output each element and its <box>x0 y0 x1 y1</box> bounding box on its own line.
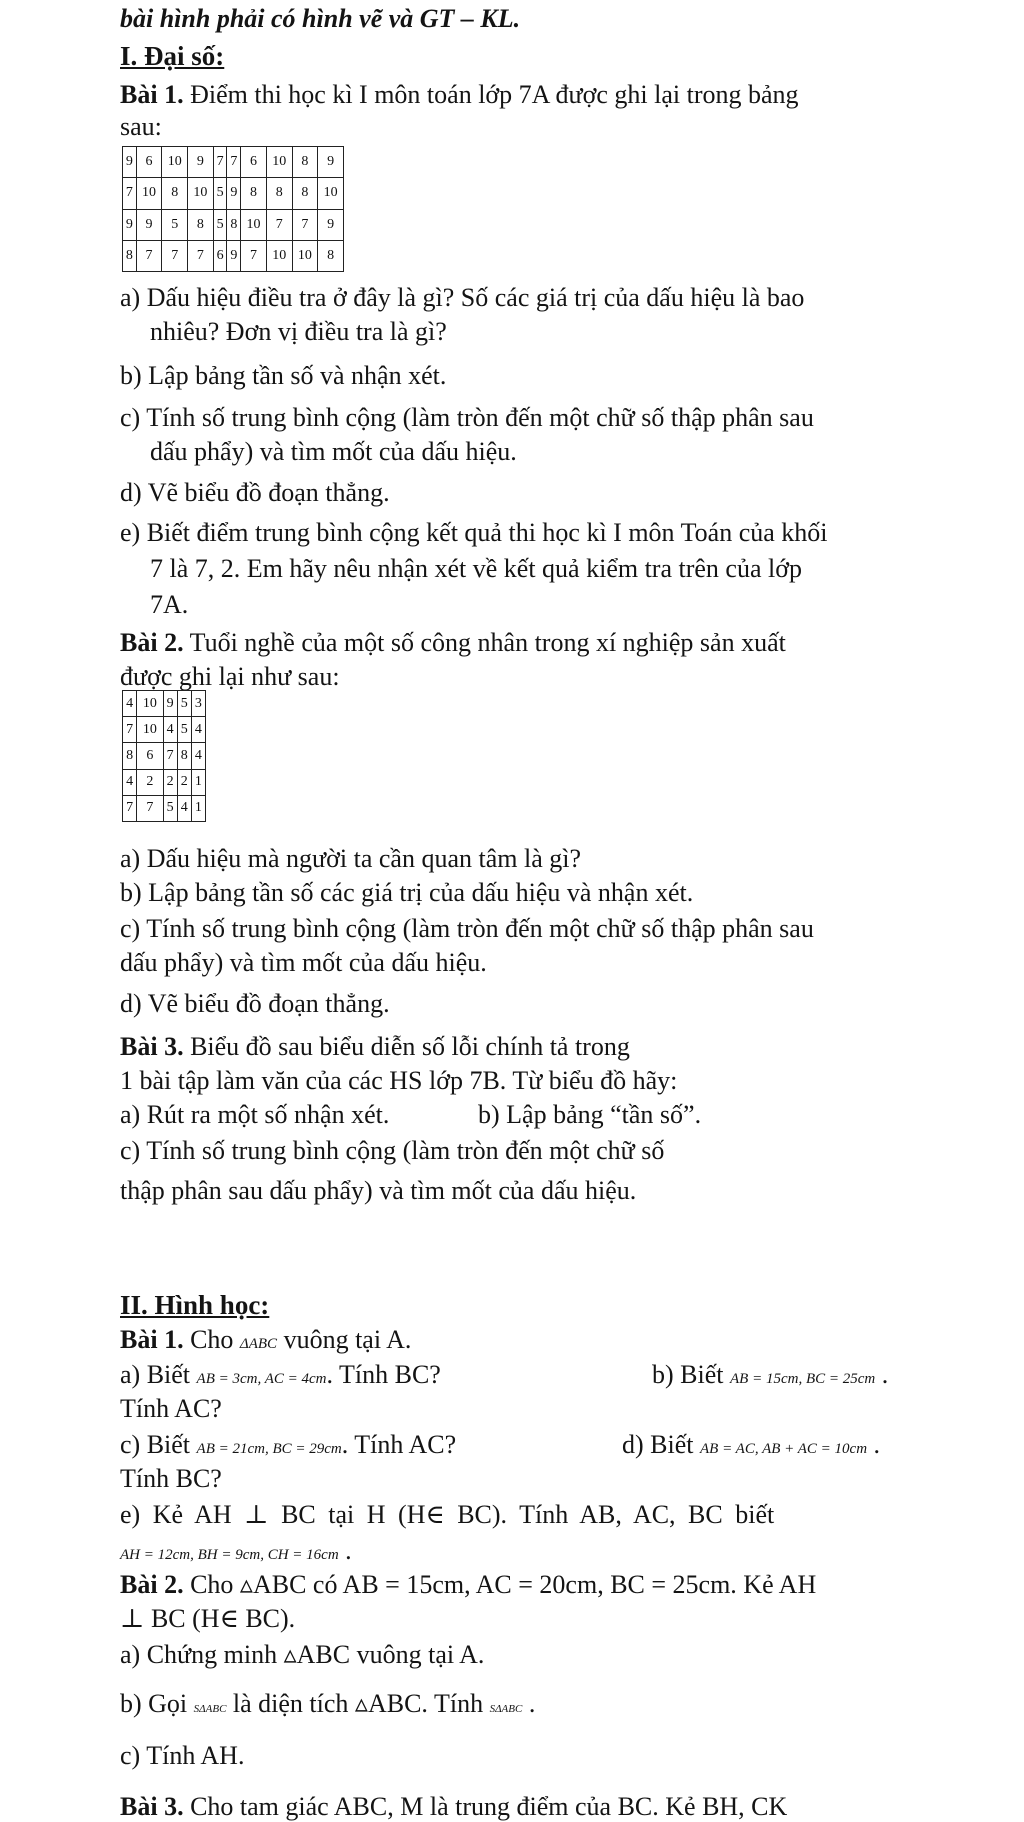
table-cell: 2 <box>137 769 163 795</box>
table-cell: 6 <box>137 743 163 769</box>
table-cell: 1 <box>191 795 205 821</box>
table-cell: 4 <box>123 769 137 795</box>
table-cell: 10 <box>162 147 188 178</box>
table-cell: 7 <box>241 240 267 271</box>
table-cell: 4 <box>163 717 177 743</box>
algebra-bai1-intro: Bài 1. Điểm thi học kì I môn toán lớp 7A được ghi lại trong bảng <box>120 80 799 109</box>
table-cell: 9 <box>163 691 177 717</box>
table-cell: 9 <box>227 178 241 209</box>
table-row <box>123 743 206 769</box>
geometry-bai1-question-e: e) Kẻ AH ⊥ BC tại H (H∈ BC). Tính AB, AC, BC biết <box>120 1500 775 1529</box>
table-cell: 8 <box>177 743 191 769</box>
table-cell: 7 <box>292 209 318 240</box>
algebra-bai2-question-c: c) Tính số trung bình cộng (làm tròn đến một chữ số thập phân sau <box>120 914 814 943</box>
table-cell: 8 <box>123 240 137 271</box>
geometry-bai1-question-d-cont: Tính BC? <box>120 1464 222 1493</box>
table-cell: 9 <box>136 209 162 240</box>
algebra-bai3-question-a: a) Rút ra một số nhận xét. <box>120 1100 390 1129</box>
table-cell: 7 <box>227 147 241 178</box>
table-row <box>123 795 206 821</box>
algebra-bai1-intro-cont: sau: <box>120 112 162 141</box>
table-cell: 10 <box>137 691 163 717</box>
table-row <box>123 178 344 209</box>
algebra-bai1-question-b: b) Lập bảng tần số và nhận xét. <box>120 361 447 390</box>
algebra-bai3-question-c-cont: thập phân sau dấu phẩy) và tìm mốt của dấu hiệu. <box>120 1176 637 1205</box>
table-row <box>123 209 344 240</box>
table-cell: 7 <box>123 717 137 743</box>
table-cell: 8 <box>241 178 267 209</box>
table-cell: 7 <box>137 795 163 821</box>
table-cell: 8 <box>227 209 241 240</box>
table-cell: 8 <box>162 178 188 209</box>
table-cell: 7 <box>163 743 177 769</box>
geometry-bai3-intro: Bài 3. Cho tam giác ABC, M là trung điểm của BC. Kẻ BH, CK <box>120 1792 788 1821</box>
header-line: bài hình phải có hình vẽ và GT – KL. <box>120 4 521 33</box>
algebra-bai3-intro: Bài 3. Biểu đồ sau biểu diễn số lỗi chính tả trong <box>120 1032 630 1061</box>
table-cell: 5 <box>177 691 191 717</box>
table-row <box>123 769 206 795</box>
table-cell: 1 <box>191 769 205 795</box>
geometry-bai1-question-c: c) Biết AB = 21cm, BC = 29cm. Tính AC? <box>120 1430 457 1459</box>
table-cell: 5 <box>163 795 177 821</box>
geometry-bai2-intro: Bài 2. Cho ▵ABC có AB = 15cm, AC = 20cm, BC = 25cm. Kẻ AH <box>120 1570 817 1599</box>
geometry-bai2-question-c: c) Tính AH. <box>120 1741 245 1770</box>
table-cell: 9 <box>318 209 344 240</box>
table-cell: 4 <box>191 717 205 743</box>
table-cell: 9 <box>318 147 344 178</box>
table-cell: 9 <box>123 147 137 178</box>
table-row <box>123 240 344 271</box>
table-cell: 8 <box>266 178 292 209</box>
table-row <box>123 691 206 717</box>
table-cell: 7 <box>162 240 188 271</box>
table-cell: 8 <box>123 743 137 769</box>
table-cell: 8 <box>188 209 214 240</box>
table-cell: 9 <box>123 209 137 240</box>
table-cell: 10 <box>318 178 344 209</box>
table-cell: 7 <box>123 178 137 209</box>
algebra-bai3-question-c: c) Tính số trung bình cộng (làm tròn đến một chữ số <box>120 1136 665 1165</box>
table-cell: 10 <box>292 240 318 271</box>
scores-table <box>122 146 344 272</box>
table-cell: 7 <box>266 209 292 240</box>
table-cell: 8 <box>318 240 344 271</box>
geometry-bai1-question-d: d) Biết AB = AC, AB + AC = 10cm . <box>622 1430 881 1459</box>
algebra-bai2-question-a: a) Dấu hiệu mà người ta cần quan tâm là gì? <box>120 844 582 873</box>
table-row <box>123 717 206 743</box>
table-cell: 9 <box>188 147 214 178</box>
geometry-bai1-question-a: a) Biết AB = 3cm, AC = 4cm. Tính BC? <box>120 1360 441 1389</box>
algebra-bai1-question-c-cont: dấu phẩy) và tìm mốt của dấu hiệu. <box>150 437 517 466</box>
algebra-bai2-question-d: d) Vẽ biểu đồ đoạn thẳng. <box>120 989 390 1018</box>
table-row <box>123 147 344 178</box>
geometry-bai2-question-a: a) Chứng minh ▵ABC vuông tại A. <box>120 1640 485 1669</box>
algebra-bai2-question-b: b) Lập bảng tần số các giá trị của dấu hiệu và nhận xét. <box>120 878 694 907</box>
table-cell: 6 <box>136 147 162 178</box>
geometry-bai2-intro-cont: ⊥ BC (H∈ BC). <box>120 1604 296 1633</box>
table-cell: 8 <box>292 178 318 209</box>
table-cell: 10 <box>241 209 267 240</box>
table-cell: 10 <box>137 717 163 743</box>
table-cell: 10 <box>266 147 292 178</box>
geometry-bai2-question-b: b) Gọi SΔABC là diện tích ▵ABC. Tính SΔABC . <box>120 1689 536 1718</box>
table-cell: 4 <box>177 795 191 821</box>
table-cell: 9 <box>227 240 241 271</box>
table-cell: 2 <box>177 769 191 795</box>
algebra-bai1-question-a-cont: nhiêu? Đơn vị điều tra là gì? <box>150 317 447 346</box>
table-cell: 6 <box>241 147 267 178</box>
algebra-bai1-question-c: c) Tính số trung bình cộng (làm tròn đến một chữ số thập phân sau <box>120 403 814 432</box>
algebra-bai2-intro: Bài 2. Tuổi nghề của một số công nhân trong xí nghiệp sản xuất <box>120 628 786 657</box>
algebra-bai1-question-d: d) Vẽ biểu đồ đoạn thẳng. <box>120 478 390 507</box>
algebra-heading: I. Đại số: <box>120 41 225 71</box>
geometry-bai1-question-e-cont: AH = 12cm, BH = 9cm, CH = 16cm . <box>120 1536 352 1565</box>
geometry-heading: II. Hình học: <box>120 1290 270 1320</box>
algebra-bai1-question-a: a) Dấu hiệu điều tra ở đây là gì? Số các giá trị của dấu hiệu là bao <box>120 283 805 312</box>
table-cell: 7 <box>123 795 137 821</box>
table-cell: 3 <box>191 691 205 717</box>
table-cell: 5 <box>213 178 227 209</box>
table-cell: 4 <box>123 691 137 717</box>
geometry-bai1-intro: Bài 1. Cho ΔABC vuông tại A. <box>120 1325 412 1354</box>
table-cell: 5 <box>213 209 227 240</box>
table-cell: 2 <box>163 769 177 795</box>
algebra-bai3-intro-cont: 1 bài tập làm văn của các HS lớp 7B. Từ biểu đồ hãy: <box>120 1066 678 1095</box>
table-cell: 7 <box>136 240 162 271</box>
algebra-bai1-question-e: e) Biết điểm trung bình cộng kết quả thi học kì I môn Toán của khối <box>120 518 828 547</box>
algebra-bai1-question-e-cont: 7 là 7, 2. Em hãy nêu nhận xét về kết quả kiểm tra trên của lớp <box>150 554 802 583</box>
work-age-table <box>122 690 206 822</box>
algebra-bai3-question-b: b) Lập bảng “tần số”. <box>478 1100 702 1129</box>
table-cell: 10 <box>188 178 214 209</box>
table-cell: 7 <box>188 240 214 271</box>
algebra-bai2-question-c-cont: dấu phẩy) và tìm mốt của dấu hiệu. <box>120 948 487 977</box>
table-cell: 5 <box>177 717 191 743</box>
geometry-bai1-question-b: b) Biết AB = 15cm, BC = 25cm . <box>652 1360 889 1389</box>
table-cell: 8 <box>292 147 318 178</box>
geometry-bai1-question-b-cont: Tính AC? <box>120 1394 222 1423</box>
table-cell: 7 <box>213 147 227 178</box>
algebra-bai2-intro-cont: được ghi lại như sau: <box>120 662 340 691</box>
table-cell: 4 <box>191 743 205 769</box>
table-cell: 10 <box>266 240 292 271</box>
table-cell: 10 <box>136 178 162 209</box>
table-cell: 5 <box>162 209 188 240</box>
algebra-bai1-question-e-cont2: 7A. <box>150 590 189 619</box>
table-cell: 6 <box>213 240 227 271</box>
